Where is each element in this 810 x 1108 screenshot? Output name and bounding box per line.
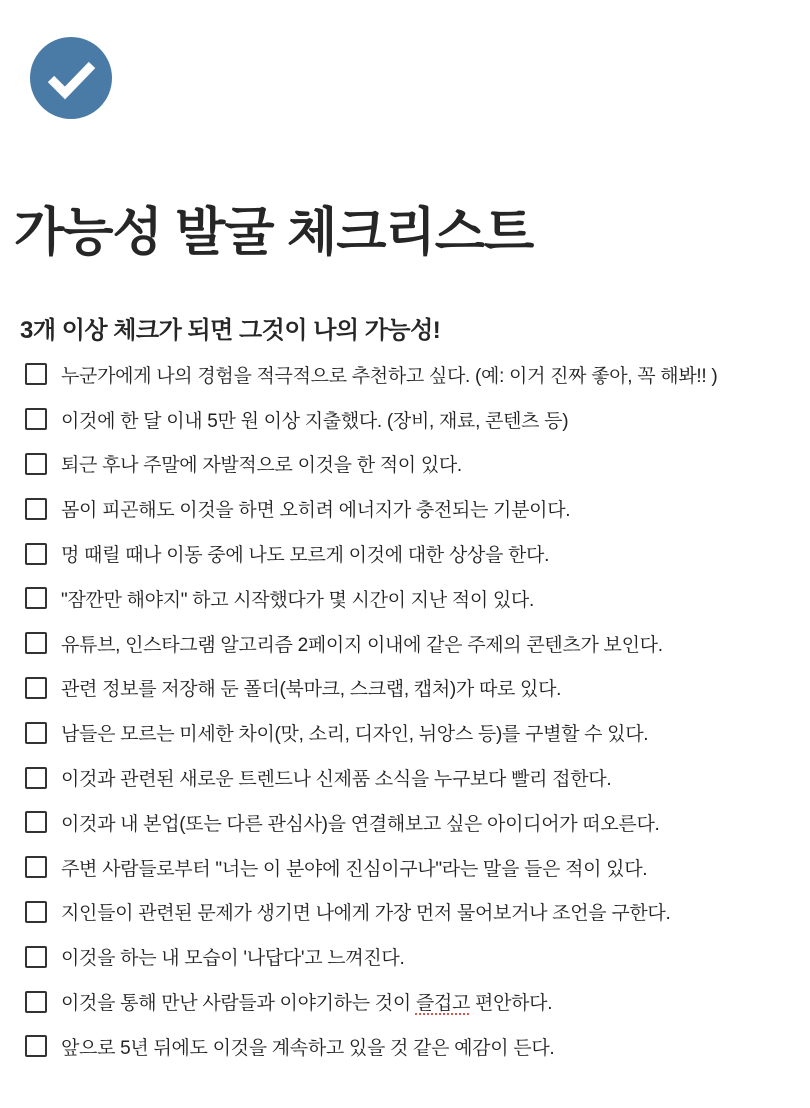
checkbox[interactable] [25,991,47,1013]
checklist-item[interactable] [0,442,717,487]
checklist-item-label: 이것을 하는 내 모습이 '나답다'고 느껴진다. [61,948,405,970]
checklist-item-label: 몸이 피곤해도 이것을 하면 오히려 에너지가 충전되는 기분이다. [61,500,571,522]
checkbox[interactable] [25,946,47,968]
checklist-item[interactable] [0,710,717,755]
checklist-item-label: 이것에 한 달 이내 5만 원 이상 지출했다. (장비, 재료, 콘텐츠 등) [61,410,569,432]
checklist-item[interactable] [0,397,717,442]
checkbox[interactable] [25,811,47,833]
checklist-item[interactable] [0,934,717,979]
checklist-item-label: 앞으로 5년 뒤에도 이것을 계속하고 있을 것 같은 예감이 든다. [61,1037,555,1059]
checklist-item-label: "잠깐만 해야지" 하고 시작했다가 몇 시간이 지난 적이 있다. [61,589,534,611]
checklist-item[interactable] [0,755,717,800]
page-title: 가능성 발굴 체크리스트 [14,204,534,262]
checkbox[interactable] [25,587,47,609]
checklist-item[interactable] [0,531,717,576]
checklist-item-label: 남들은 모르는 미세한 차이(맛, 소리, 디자인, 뉘앙스 등)를 구별할 수 있다. [61,724,649,746]
checklist-item-label [61,988,552,1015]
checklist-item-label: 주변 사람들로부터 "너는 이 분야에 진심이구나"라는 말을 들은 적이 있다. [61,858,648,880]
checklist-item-label: 누군가에게 나의 경험을 적극적으로 추천하고 싶다. (예: 이거 진짜 좋아, 꼭 해봐!! ) [61,365,718,387]
checklist-item-label: 퇴근 후나 주말에 자발적으로 이것을 한 적이 있다. [61,455,462,477]
checklist-item[interactable] [0,486,717,531]
checklist-item[interactable] [0,1024,717,1069]
checkbox[interactable] [25,498,47,520]
checkbox[interactable] [25,856,47,878]
spellcheck-marked-word: 즐겁고 [415,993,471,1015]
label-text: 편안하다. [470,993,553,1015]
checkmark-circle-icon [30,37,112,119]
checkbox[interactable] [25,767,47,789]
checklist-item-label: 멍 때릴 때나 이동 중에 나도 모르게 이것에 대한 상상을 한다. [61,545,550,567]
checkbox[interactable] [25,901,47,923]
checkbox[interactable] [25,1035,47,1057]
checkbox[interactable] [25,677,47,699]
checklist-item[interactable] [0,800,717,845]
checkbox[interactable] [25,453,47,475]
checklist-item[interactable] [0,576,717,621]
checkbox[interactable] [25,363,47,385]
checklist-item-label: 관련 정보를 저장해 둔 폴더(북마크, 스크랩, 캡처)가 따로 있다. [61,679,562,701]
checklist [0,352,717,1069]
checkbox[interactable] [25,722,47,744]
checklist-item[interactable] [0,666,717,711]
checkbox[interactable] [25,408,47,430]
checklist-item[interactable] [0,621,717,666]
checklist-item[interactable] [0,845,717,890]
page-subtitle: 3개 이상 체크가 되면 그것이 나의 가능성! [20,317,441,344]
checklist-item-label: 지인들이 관련된 문제가 생기면 나에게 가장 먼저 물어보거나 조언을 구한다. [61,903,671,925]
checkbox[interactable] [25,632,47,654]
checkbox[interactable] [25,543,47,565]
checklist-item[interactable] [0,890,717,935]
label-text: 이것을 통해 만난 사람들과 이야기하는 것이 [61,993,416,1015]
checklist-item-label: 이것과 내 본업(또는 다른 관심사)을 연결해보고 싶은 아이디어가 떠오른다. [61,813,660,835]
checklist-item[interactable] [0,352,717,397]
checklist-item-label: 이것과 관련된 새로운 트렌드나 신제품 소식을 누구보다 빨리 접한다. [61,769,612,791]
checklist-item[interactable] [0,979,717,1024]
checklist-item-label: 유튜브, 인스타그램 알고리즘 2페이지 이내에 같은 주제의 콘텐츠가 보인다. [61,634,663,656]
